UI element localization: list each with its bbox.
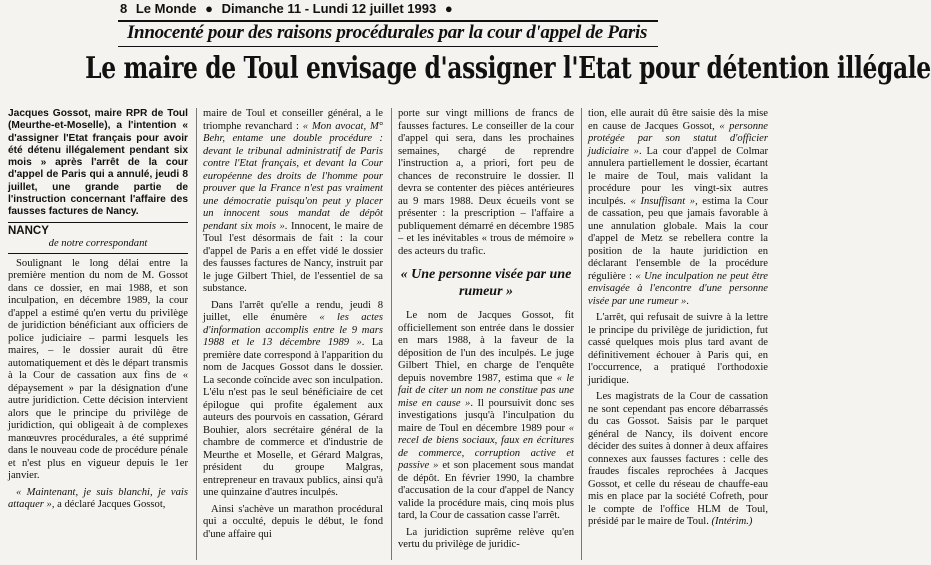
quote: « le fait de citer un nom ne constitue pas une mise en cause » xyxy=(398,372,575,409)
column-4 xyxy=(588,108,768,563)
paragraph: « Maintenant, je suis blanchi, je vais attaquer », a déclaré Jacques Gossot, xyxy=(8,486,188,511)
dateline: NANCY xyxy=(8,222,188,238)
column-3 xyxy=(398,108,574,563)
column-divider xyxy=(391,108,392,560)
pull-quote: « Une personne visée par une rumeur » xyxy=(400,267,572,299)
paragraph: Les magistrats de la Cour de cassation ne sont cependant pas encore débarrassés du cas Gossot. Saisis par le parquet général de Nancy, ils doivent encore décider des suites à donner à deux affaires connexes aux fausses factures : celle des fraudes fiscales reprochées à Jacques Gossot, et celle du réseau de chauffe-eau mis en place par la société Cofreth, pour le compte de l'office HLM de Toul, présidé par le maire de Toul. (Intérim.) xyxy=(588,391,768,527)
column-2 xyxy=(203,108,383,563)
issue-date: Dimanche 11 - Lundi 12 juillet 1993 xyxy=(221,1,437,16)
paragraph: Le nom de Jacques Gossot, fit officiellement son entrée dans le dossier en mars 1988, à la faveur de la déposition de l'un des inculpés. Le juge Gilbert Thiel, en charge de l'enquête depuis novembre 1987, estima que « le fait de citer un nom ne constitue pas une mise en cause ». Il poursuivit donc ses investigations jusqu'à l'inculpation du maire de Toul en décembre 1989 pour « recel de biens sociaux, faux en écritures de commerce, corruption active et passive » et son placement sous mandat de dépôt. En février 1990, la chambre d'accusation de la cour d'appel de Nancy valide la procédure mais, cinq mois plus tard, la Cour de cassation casse l'arrêt. xyxy=(398,310,575,521)
byline: de notre correspondant xyxy=(8,238,188,254)
paragraph: Dans l'arrêt qu'elle a rendu, jeudi 8 juillet, elle énumère « les actes d'information accomplis entre le 9 mars 1988 et le 13 décembre 1989 ». La première date correspond à l'apparition du nom de Jacques Gossot dans le dossier. La seconde coïncide avec son inculpation. L'élu n'est pas le seul bénéficiaire de cet épilogue qui profite également aux auteurs des pourvois en cassation, Gérard Bouhier, alors secrétaire général de la chambre de commerce et d'industrie de Meurthe et Moselle, et Gérard Malgras, président du groupe Malgras, entrepreneur en travaux publics, ainsi qu'à une quinzaine d'autres inculpés. xyxy=(203,299,383,498)
column-1 xyxy=(8,108,188,563)
lead-paragraph: Jacques Gossot, maire RPR de Toul (Meurthe-et-Moselle), a l'intention « d'assigner l'Etat français pour avoir été détenu illégalement pendant six mois » après l'arrêt de la cour d'appel de Paris qui a annulé, jeudi 8 juillet, une grande partie de l'instruction concernant l'affaire des fausses factures de Nancy. xyxy=(8,108,188,218)
quote: « recel de biens sociaux, faux en écritures de commerce, corruption active et passive » xyxy=(398,422,574,471)
signature: (Intérim.) xyxy=(711,516,753,527)
column-divider xyxy=(581,108,582,560)
kicker: Innocenté pour des raisons procédurales par la cour d'appel de Paris xyxy=(126,22,648,43)
page-number: 8 xyxy=(120,1,128,16)
quote: « les actes d'information accomplis entre le 9 mars 1988 et le 13 décembre 1989 » xyxy=(203,312,383,348)
paragraph: L'arrêt, qui refusait de suivre à la lettre le principe du privilège de juridiction, fut cassé quelques mois plus tard avant de définitivement échouer à Paris qui, en l'occurrence, a pratiqué l'orthodoxie juridique. xyxy=(588,312,768,386)
bullet-icon: ● xyxy=(205,1,214,16)
paragraph: Soulignant le long délai entre la première mention du nom de M. Gossot dans ce dossier, en mai 1988, et son inculpation, en décembre 1989, la cour d'appel a estimé qu'en vertu du privilège de juridiction bénéficiant aux officiers de police judiciaire – parmi lesquels les maires, – le dossier aurait dû être automatiquement et dès le départ transmis à la Cour de cassation aux fins de « dépaysement » par la désignation d'une autre juridiction. Cette décision intervient alors que le principe du privilège de juridiction, qui obligeait à de complexes manœuvres procédurales, a été supprimé dans le nouveau code de procédure pénale et n'est plus en vigueur depuis le 1er janvier. xyxy=(8,257,188,482)
paragraph: tion, elle aurait dû être saisie dès la mise en cause de Jacques Gossot, « personne protégée par son statut d'officier judiciaire ». La cour d'appel de Colmar annulera partiellement le dossier, écartant le maire de Toul, mais validant la procédure pour les vingt-six autres inculpés. « Insuffisant », estima la Cour de cassation, peu que jamais favorable à une annulation globale. Mais la cour d'appel de Metz se rebellera contre la position de la haute juridiction en déclarant l'ensemble de la procédure régulière : « Une inculpation ne peut être envisagée à l'encontre d'une personne visée par une rumeur ». xyxy=(588,108,768,307)
page-header xyxy=(120,1,520,19)
quote: « Insuffisant » xyxy=(630,195,696,207)
quote: « Maintenant, je suis blanchi, je vais attaquer » xyxy=(8,486,188,511)
publication-name: Le Monde xyxy=(135,1,197,16)
paragraph: La juridiction suprême relève qu'en vertu du privilège de juridic- xyxy=(398,526,574,550)
column-divider xyxy=(196,108,197,560)
quote: « Mon avocat, M° Behr, entame une double procédure : devant le tribunal administratif de Paris contre l'Etat français, et devant la Cour européenne des droits de l'homme pour prouver que la France n'est pas vraiment une démocratie puisqu'on peut y placer un innocent sous mandat de dépôt pendant six mois » xyxy=(203,120,384,232)
paragraph: porte sur vingt millions de francs de fausses factures. Le conseiller de la cour d'appel qui sera, dans les prochaines semaines, chargé de reprendre l'instruction a, a priori, fort peu de chances de reconstruire le dossier. Il devra se contenter des pièces antérieures au 9 mars 1988. Deux écueils vont se présenter : la prescription – l'affaire a publiquement démarré en décembre 1985 – et les inévitables « trous de mémoire » des acteurs du trafic. xyxy=(398,108,574,257)
paragraph: Ainsi s'achève un marathon procédural qui a occulté, depuis le début, le fond d'une affaire qui xyxy=(203,503,383,540)
kicker-underline xyxy=(118,46,658,47)
headline: Le maire de Toul envisage d'assigner l'Etat pour détention illégale xyxy=(85,51,931,86)
bullet-icon: ● xyxy=(444,1,453,16)
quote: « Une inculpation ne peut être envisagée à l'encontre d'une personne visée par une rumeur » xyxy=(588,270,768,307)
quote: « personne protégée par son statut d'officier judiciaire » xyxy=(588,120,768,157)
paragraph: maire de Toul et conseiller général, a le triomphe revanchard : « Mon avocat, M° Behr, entame une double procédure : devant le tribunal administratif de Paris contre l'Etat français, et devant la Cour européenne des droits de l'homme pour prouver que la France n'est pas vraiment une démocratie puisqu'on peut y placer un innocent sous mandat de dépôt pendant six mois ». Innocent, le maire de Toul l'est désormais de fait : la cour d'appel de Paris a en effet vidé le dossier des fausses factures de Nancy, instruit par le juge Gilbert Thiel, de l'essentiel de sa substance. xyxy=(203,108,384,294)
